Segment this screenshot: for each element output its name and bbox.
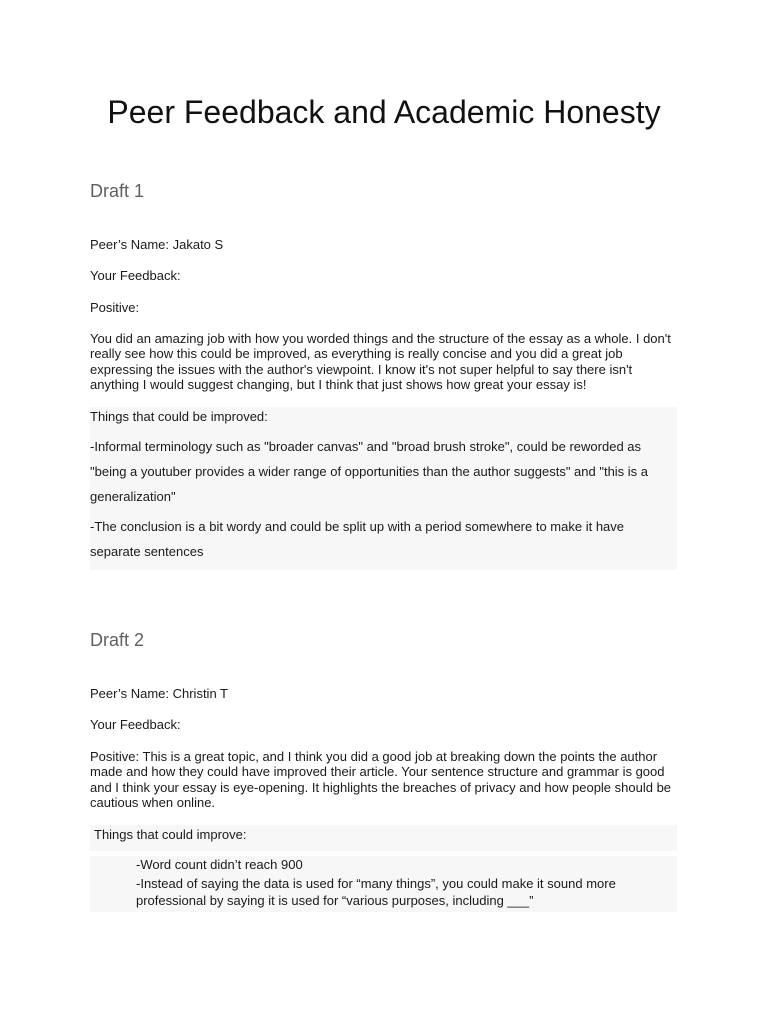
draft-2-positive-text: Positive: This is a great topic, and I think you did a good job at breaking down the points the author made and how they could have improved their article. Your sentence structure and grammar is good and I think your essay is eye-opening. It highlights the breaches of privacy and how people should be cautious when online. [90,749,672,811]
draft-2-feedback-label: Your Feedback: [90,717,181,732]
draft-1-heading: Draft 1 [90,181,145,201]
draft-1-positive-text: You did an amazing job with how you worded things and the structure of the essay as a whole. I don't really see how this could be improved, as everything is really concise and you did a great job expressing the issues with the author's viewpoint. I know it's not super helpful to say there isn't anything I would suggest changing, but I think that just shows how great your essay is! [90,331,671,393]
draft-1-positive-label: Positive: [90,300,140,315]
draft-1-improve-label: Things that could be improved: [90,409,268,424]
draft-1-feedback-label: Your Feedback: [90,268,181,283]
draft-1-improvement-item: -The conclusion is a bit wordy and could be split up with a period somewhere to make it have separate sentences [90,519,625,559]
draft-1-peer-name: Peer’s Name: Jakato S [90,237,224,252]
draft-2-improve-header-block [90,825,677,851]
draft-2-peer-name: Peer’s Name: Christin T [90,686,228,701]
document-title: Peer Feedback and Academic Honesty [107,94,661,130]
draft-2-improvement-item: -Word count didn’t reach 900 [136,857,303,872]
draft-1-improvement-item: -Informal terminology such as "broader canvas" and "broad brush stroke", could be reworded as "being a youtuber provides a wider range of opportunities than the author suggests" and "this is a generalization" [90,439,649,504]
draft-2-heading: Draft 2 [90,630,145,650]
draft-2-improve-label: Things that could improve: [94,827,247,842]
draft-1-improvements-block [90,407,677,570]
draft-2-improvement-item: -Instead of saying the data is used for “many things”, you could make it sound more professional by saying it is used for “various purposes, including ___” [136,876,616,908]
draft-2-improvements-block [90,856,677,912]
